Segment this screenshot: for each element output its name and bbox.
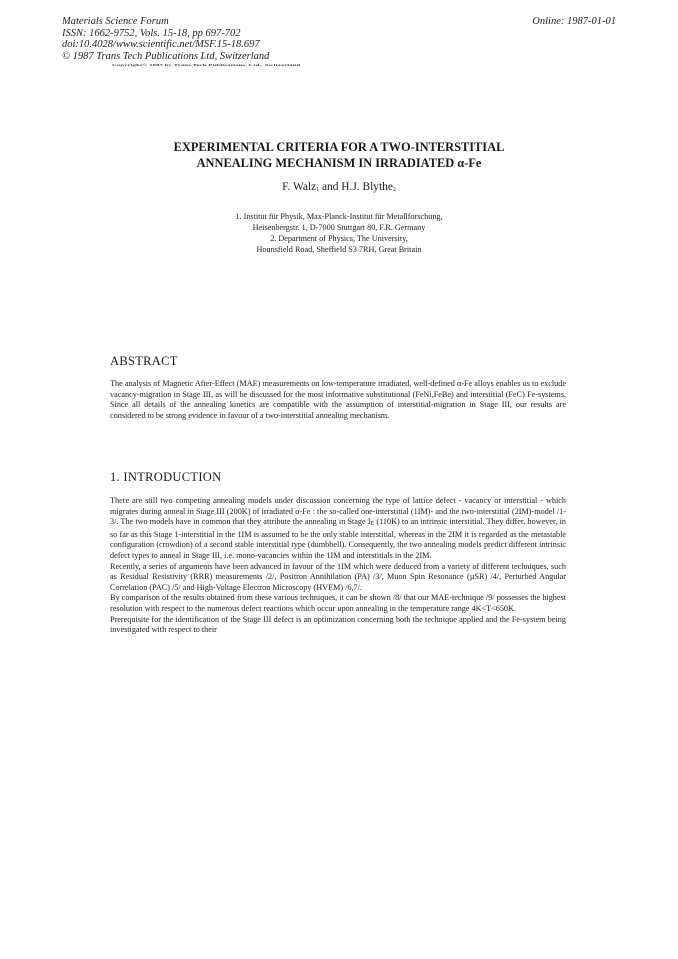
title-line-1: EXPERIMENTAL CRITERIA FOR A TWO-INTERSTITIAL — [173, 140, 505, 154]
author-1: F. Walz — [282, 181, 317, 193]
publication-info — [62, 16, 269, 62]
copyright-line: © 1987 Trans Tech Publications Ltd, Switzerland — [62, 50, 270, 62]
affiliation-line: 1. Institut für Physik, Max-Planck-Institut für Metallforschung, — [235, 212, 443, 221]
article-title — [0, 140, 678, 171]
abstract-text: The analysis of Magnetic After-Effect (MAE) measurements on low-temperature irradiated, well-defined α-Fe alloys enables us to exclude vacancy-migration in Stage III, as will be discussed for the most informative substitutional (FeNi,FeBe) and interstitial (FeC) Fe-systems. Since all details of the annealing kinetics are compatible with the assumption of interstitial-migration in Stage III, our results are considered to be strong evidence in favour of a two-interstitial annealing mechanism. — [110, 379, 566, 420]
affiliation-line: 2. Department of Physics, The University, — [270, 234, 408, 243]
intro-paragraph-2: Recently, a series of arguments have been advanced in favour of the 1IM which were deduced from a variety of different techniques, such as Residual Resistivity (RRR) measurements /2/, Positron Annihilation (PA) /3/, Muon Spin Resonance (µSR) /4/, Perturbed Angular Correlation (PAC) /5/ and High-Voltage Electron Microscopy (HVEM) /6,7/. — [110, 561, 566, 592]
journal-name: Materials Science Forum — [62, 16, 169, 27]
author-1-affil-mark: 1 — [316, 187, 320, 193]
affiliation-line: Heisenbergstr. 1, D-7000 Stuttgart 80, F.R. Germany — [252, 223, 426, 232]
stage-subscript: E — [370, 521, 375, 528]
online-date: Online: 1987-01-01 — [532, 16, 616, 27]
intro-paragraph-1: There are still two competing annealing models under discussion concerning the type of lattice defect - vacancy or interstitial - which migrates during anneal in Stage III (200K) of irradiated α-Fe : the so-called one-interstitial (1IM)- and the two-interstitial (2IM)-model /1-3/. The two models have in common that they attribute the annealing in Stage $I_E$ (110K) to an intrinsic interstitial. They differ, however, in so far as this Stage 1-interstitial in the 1IM is assumed to be the only stable interstitial, whereas in the 2IM it is regarded as the metastable configuration (crowdion) of a second stable interstitial type (dumbbell). Consequently, the two annealing models predict different intrinsic defect types to anneal in Stage III, i.e. mono-vacancies within the 1IM and interstitials in the 2IM. — [110, 496, 566, 560]
doi-line: doi:10.4028/www.scientific.net/MSF.15-18.697 — [62, 39, 260, 50]
intro-paragraph-4: Prerequisite for the identification of the Stage III defect is an optimization concerning both the technique applied and the Fe-system being investigated with respect to their — [110, 614, 566, 635]
affiliation-line: Hounsfield Road, Sheffield S3 7RH, Great Britain — [256, 245, 422, 254]
introduction-body — [110, 496, 566, 636]
author-2: H.J. Blythe — [341, 181, 393, 193]
affiliations — [0, 211, 678, 255]
authors — [0, 181, 678, 193]
intro-paragraph-3: By comparison of the results obtained from these various techniques, it can be shown /8/ that our MAE-technique /9/ possesses the highest resolution with respect to the numerous defect reactions which occur upon annealing in the temperature range 4K<T<650K. — [110, 593, 566, 613]
author-conjunction: and — [319, 181, 342, 193]
abstract-heading: ABSTRACT — [110, 354, 178, 368]
title-line-2: ANNEALING MECHANISM IN IRRADIATED α-Fe — [196, 155, 482, 170]
issn-line: ISSN: 1662-9752, Vols. 15-18, pp 697-702 — [62, 27, 241, 39]
original-copyright-cut: Copyright© 1987 by Trans Tech Publications, Ltd., Switzerland — [112, 63, 301, 67]
author-2-affil-mark: 2 — [392, 187, 396, 193]
introduction-heading: 1. INTRODUCTION — [110, 470, 222, 484]
